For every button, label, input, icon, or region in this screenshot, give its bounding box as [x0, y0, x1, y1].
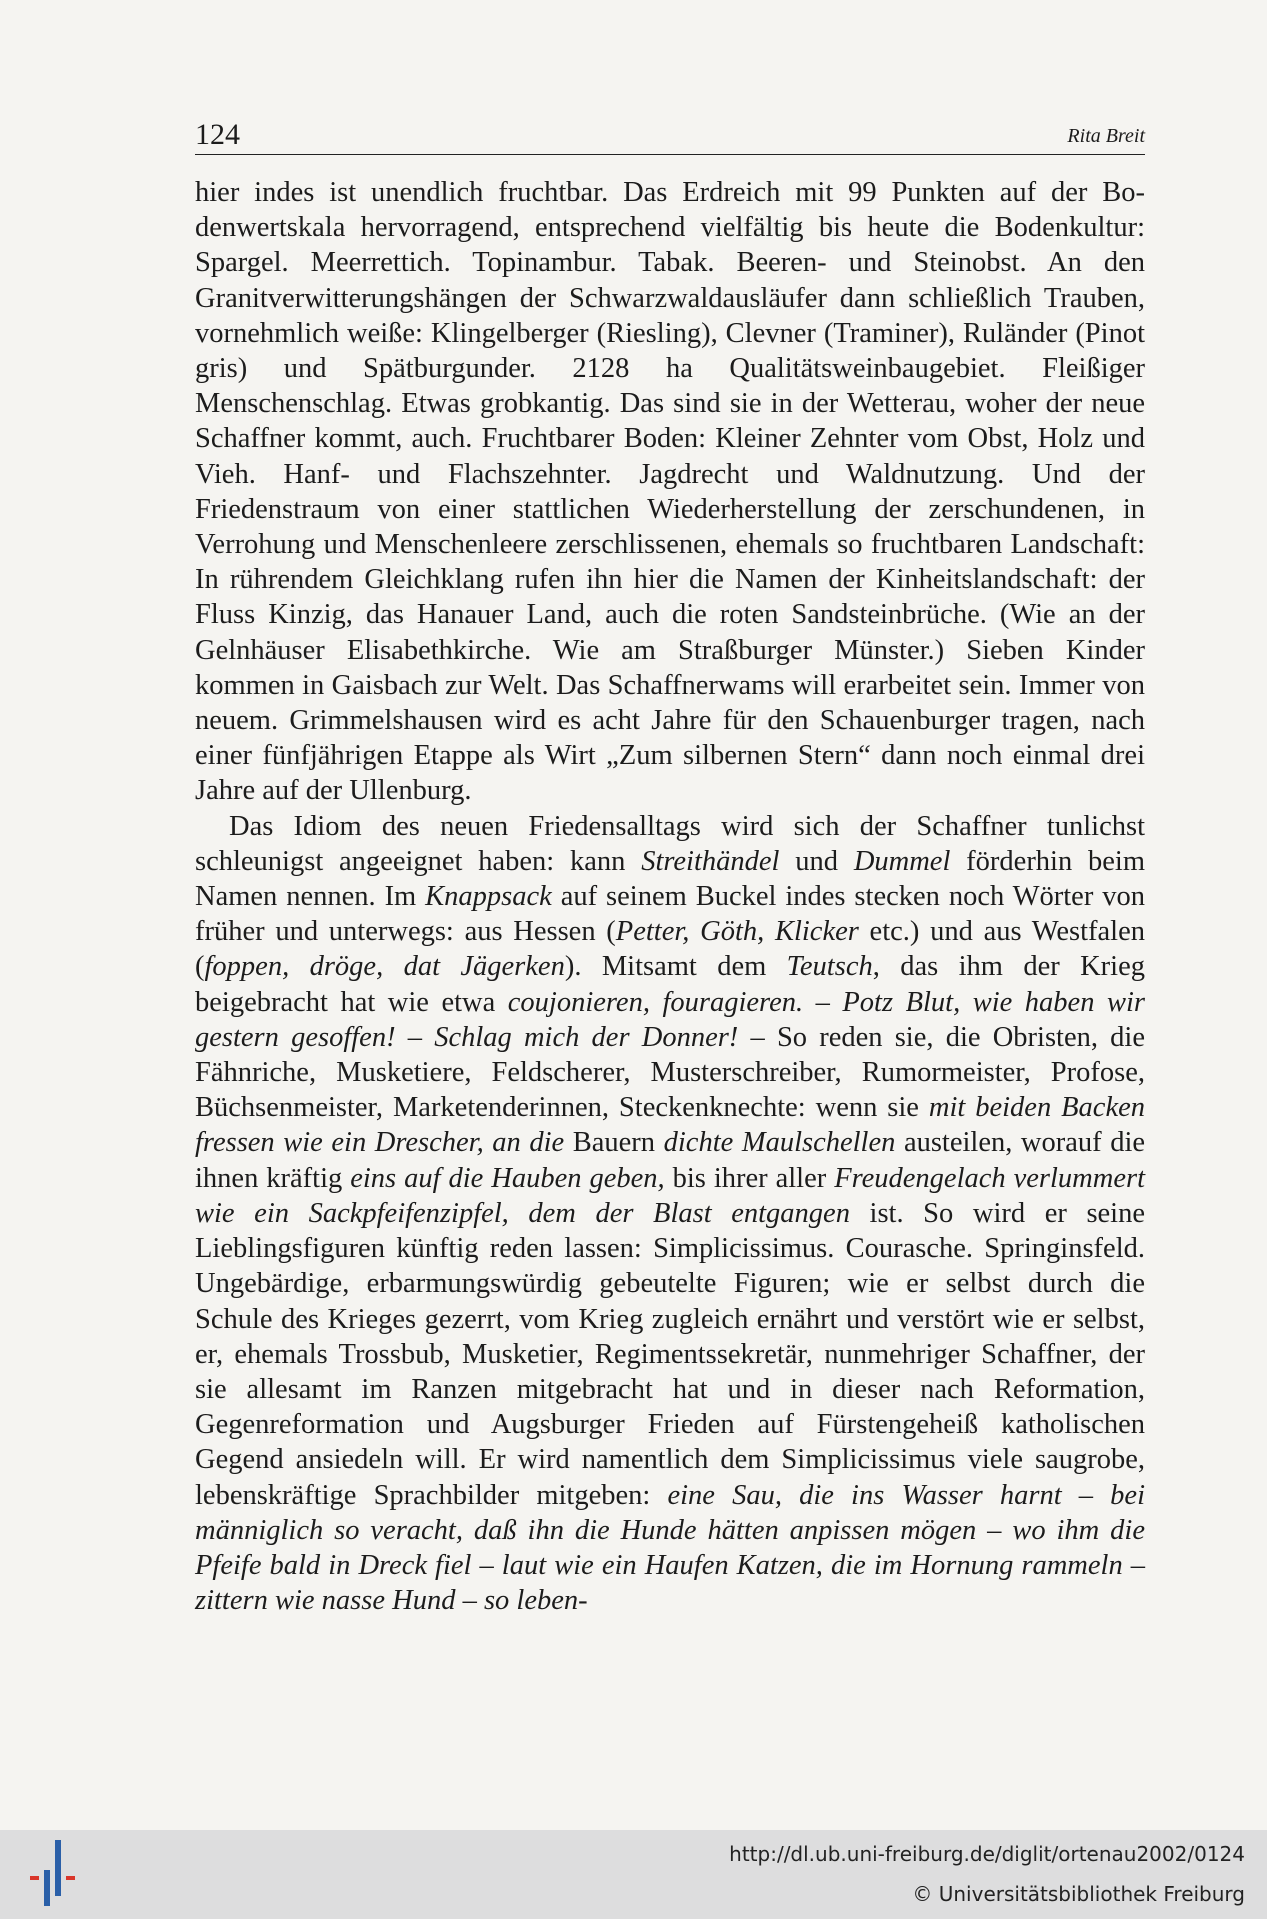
- ub-freiburg-logo-icon: [30, 1840, 80, 1906]
- text-run: und: [779, 845, 854, 877]
- text-run: förderhin beim Namen nennen. Im: [195, 845, 1145, 913]
- italic-text-run: Dummel: [853, 845, 951, 877]
- italic-text-run: eine Sau, die ins Wasser harnt – bei männiglich so veracht, daß ihn die Hunde hätten anpissen mögen – wo ihm die Pfeife bald in Dreck fiel – laut wie ein Haufen Katzen, die im Hornung rammeln – zittern wie nasse Hund – so leben-: [195, 1479, 1146, 1617]
- italic-text-run: Teutsch: [786, 951, 873, 983]
- footer-url-link[interactable]: http://dl.ub.uni-freiburg.de/diglit/ortenau2002/0124: [729, 1842, 1245, 1866]
- text-run: So reden sie, die Obristen, die Fähnriche, Musketiere, Feldscherer, Musterschreiber, Rumormeister, Profose, Büchsenmeister, Marketenderinnen, Steckenknechte: wenn sie: [195, 1021, 1145, 1124]
- paragraph-1: [195, 175, 1145, 809]
- page-number: 124: [195, 118, 240, 151]
- page-header: [195, 112, 1145, 155]
- text-run: Bauern: [564, 1127, 664, 1159]
- italic-text-run: eins auf die Hauben geben,: [350, 1162, 665, 1194]
- text-run: ist. So wird er seine Lieblingsfiguren künftig reden lassen: Simplicissimus. Courasche. Springinsfeld. Ungebärdige, erbarmungswürdig gebeutelte Figuren; wie er selbst durch die Schule des Krieges gezerrt, vom Krieg zugleich ernährt und verstört wie er selbst, er, ehemals Trossbub, Musketier, Regimentssekretär, nunmehriger Schaffner, der sie allesamt im Ranzen mitgebracht hat und in dieser nach Reformation, Gegenreformation und Augsburger Frieden auf Fürstengeheiß katholischen Gegend ansiedeln will. Er wird namentlich dem Simplicissimus viele saugrobe, lebenskräftige Sprachbilder mitgeben:: [195, 1197, 1146, 1511]
- body-text: [195, 175, 1145, 1618]
- italic-text-run: mit beiden Backen fressen wie ein Drescher, an die: [195, 1092, 1145, 1159]
- text-run: bis ihrer aller: [664, 1162, 835, 1194]
- text-run: ). Mitsamt dem: [564, 951, 787, 983]
- text-run: auf seinem Buckel indes stecken noch Wörter von früher und unterwegs: aus Hessen (: [195, 881, 1145, 948]
- italic-text-run: Petter, Göth, Klicker: [615, 916, 859, 948]
- italic-text-run: Knappsack: [425, 881, 552, 913]
- italic-text-run: dichte Maulschellen: [663, 1127, 896, 1159]
- text-run: , das ihm der Krieg beigebracht hat wie etwa: [195, 951, 1145, 1018]
- text-run: hier indes ist unendlich fruchtbar. Das Erdreich mit 99 Punkten auf der Bodenwertskala hervorragend, entsprechend vielfältig bis heute die Bodenkultur: Spargel. Meerrettich. Topinambur. Tabak. Beeren- und Steinobst. An den Granitverwitterungshängen der Schwarzwaldausläufer dann schließlich Trauben, vornehmlich weiße: Klingelberger (Riesling), Clevner (Traminer), Ruländer (Pinot gris) und Spätburgunder. 2128 ha Qualitätsweinbaugebiet. Fleißiger Menschenschlag. Etwas grobkantig. Das sind sie in der Wetterau, woher der neue Schaffner kommt, auch. Fruchtbarer Boden: Kleiner Zehnter vom Obst, Holz und Vieh. Hanf- und Flachszehnter. Jagdrecht und Waldnutzung. Und der Friedenstraum von einer stattlichen Wiederherstellung der zerschundenen, in Verrohung und Menschenleere zerschlissenen, ehemals so fruchtbaren Landschaft: In rührendem Gleichklang rufen ihn hier die Namen der Kinheitslandschaft: der Fluss Kinzig, das Hanauer Land, auch die roten Sandsteinbrüche. (Wie an der Gelnhäuser Elisabethkirche. Wie am Straßburger Münster.) Sieben Kinder kommen in Gaisbach zur Welt. Das Schaffnerwams will erarbeitet sein. Immer von neuem. Grimmelshausen wird es acht Jahre für den Schauenburger tragen, nach einer fünfjährigen Etappe als Wirt „Zum silbernen Stern“ dann noch einmal drei Jahre auf der Ullenburg.: [195, 177, 1145, 807]
- footer-copyright: © Universitätsbibliothek Freiburg: [912, 1882, 1245, 1906]
- text-run: austeilen, worauf die ihnen kräftig: [195, 1127, 1146, 1194]
- italic-text-run: coujonieren, fouragieren. – Potz Blut, wie haben wir gestern gesoffen! – Schlag mich der Donner! –: [195, 986, 1145, 1053]
- text-run: Das Idiom des neuen Friedensalltags wird sich der Schaffner tunlichst schleunigst angeeignet haben: kann: [195, 810, 1145, 877]
- italic-text-run: Streithändel: [641, 845, 780, 877]
- italic-text-run: foppen, dröge, dat Jägerken: [204, 951, 565, 983]
- running-head-author: Rita Breit: [1067, 125, 1145, 147]
- text-run: etc.) und aus Westfalen (: [195, 916, 1145, 983]
- paragraph-2: [195, 809, 1145, 1619]
- italic-text-run: Freudengelach verlummert wie ein Sackpfeifenzipfel, dem der Blast entgangen: [195, 1162, 1145, 1229]
